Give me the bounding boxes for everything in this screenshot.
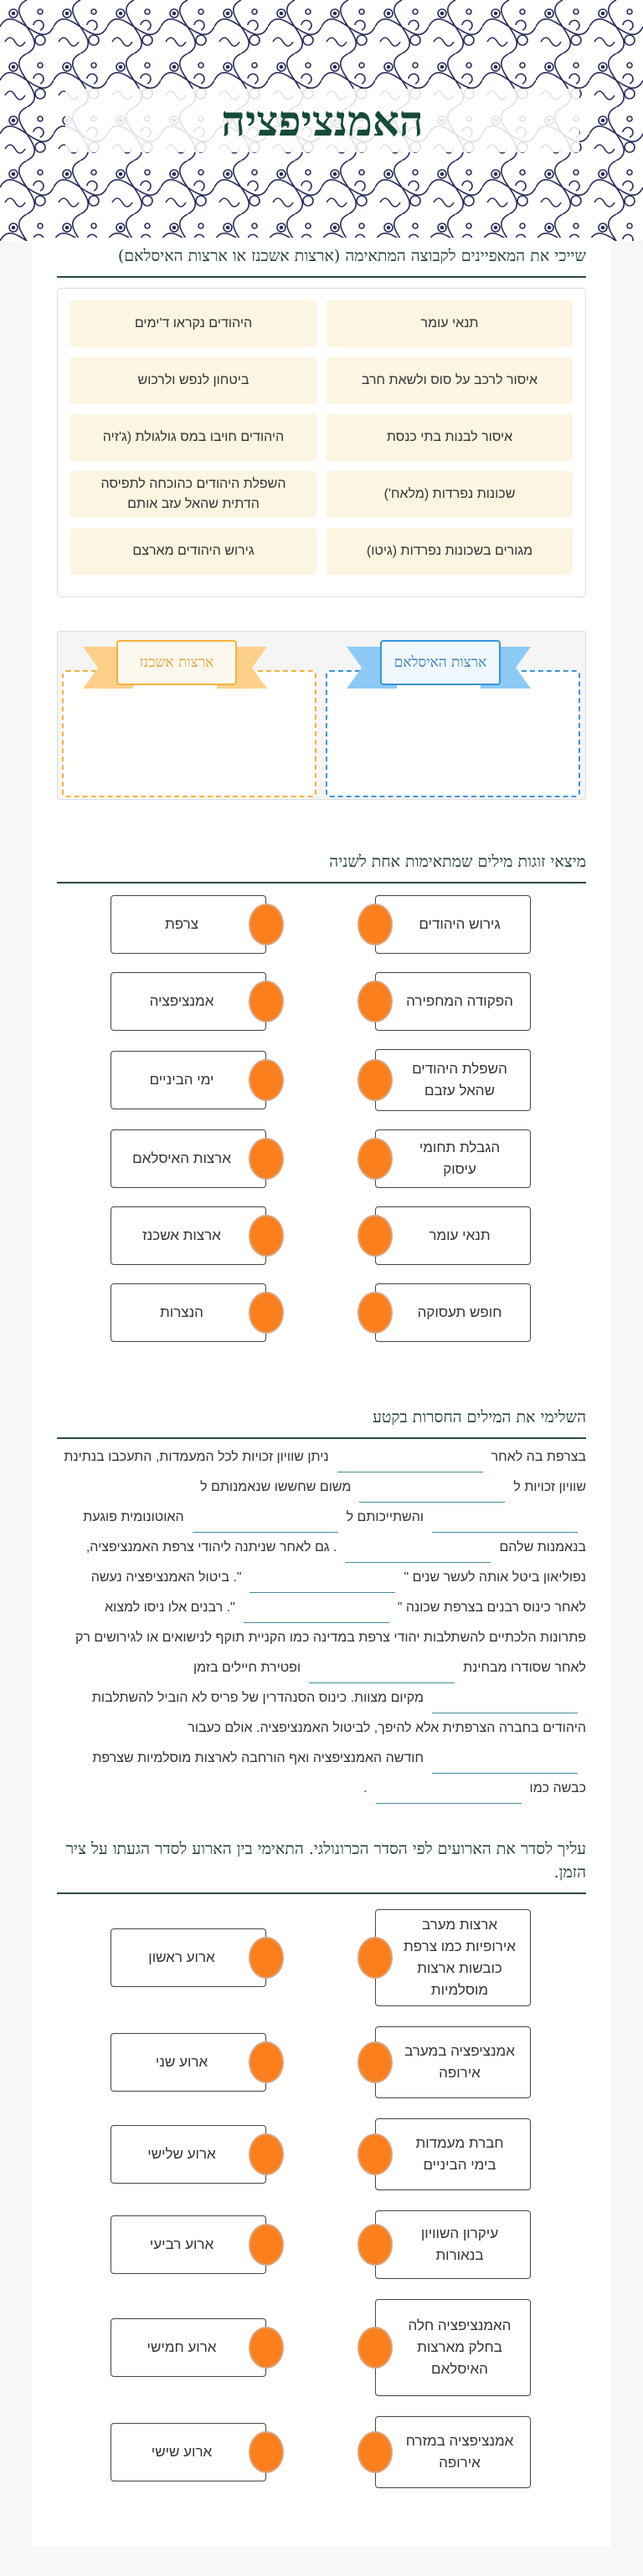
connector-dot[interactable] (249, 2041, 284, 2083)
match-item-left[interactable]: ארצות האיסלאם (111, 1129, 266, 1188)
blank-input[interactable] (432, 1691, 578, 1713)
connector-dot[interactable] (249, 1059, 284, 1101)
match-item-left[interactable]: ארוע שני (111, 2033, 266, 2092)
connector-dot[interactable] (249, 2133, 284, 2175)
connector-dot[interactable] (358, 981, 393, 1022)
connector-dot[interactable] (358, 2133, 393, 2175)
blank-input[interactable] (244, 1600, 389, 1623)
group-label-islam: ארצות האיסלאם (380, 640, 501, 685)
connector-dot[interactable] (358, 1138, 393, 1180)
section-title-fill: השלימי את המילים החסרות בקטע (57, 1406, 586, 1439)
paragraph-text: מקיום מצוות. כינוס הסנהדרין של פריס לא הוביל להשתלבות היהודים בחברה הצרפתית אלא להיפך, לביטול האמנציפציה. אולם כעבור (91, 1691, 586, 1735)
match-item-left[interactable]: ארצות אשכנז (111, 1206, 266, 1265)
fill-in-paragraph (57, 1442, 586, 1804)
blank-input[interactable] (309, 1661, 455, 1683)
paragraph-text: ". ביטול האמנציפציה נעשה לאחר כינוס רבנים בצרפת שכונה " (90, 1570, 586, 1615)
group-drop-area (57, 631, 586, 800)
draggable-chip[interactable]: תנאי עומר (327, 300, 573, 347)
section-title-timeline: עליך לסדר את הארועים לפי הסדר הכרונולגי. התאימי בין הארוע לסדר הגעתו על ציר הזמן. (57, 1837, 586, 1894)
paragraph-text: משום שחששו שנאמנותם ל (200, 1480, 352, 1494)
connector-dot[interactable] (358, 2431, 393, 2473)
match-item-left[interactable]: הנצרות (111, 1283, 266, 1342)
ribbon-islam (347, 640, 531, 689)
connector-dot[interactable] (249, 2431, 284, 2473)
draggable-chip[interactable]: גירוש היהודים מארצם (70, 528, 316, 575)
match-item-left[interactable]: ארוע שלישי (111, 2125, 266, 2184)
match-item-right[interactable]: האמנציפציה חלה בחלק מארצות האיסלאם (375, 2299, 531, 2396)
drop-zone-ashkenaz[interactable] (62, 670, 316, 797)
section-title-sort: שייכי את המאפיינים לקבוצה המתאימה (ארצות אשכנז או ארצות האיסלאם) (57, 244, 586, 278)
paragraph-text: חודשה האמנציפציה ואף הורחבה לארצות מוסלמיות שצרפת כבשה כמו (92, 1751, 586, 1795)
title-band (65, 89, 579, 152)
blank-input[interactable] (337, 1450, 483, 1472)
match-item-right[interactable]: אמנציפציה במזרח אירופה (375, 2416, 531, 2488)
connector-dot[interactable] (358, 2224, 393, 2266)
page-title: האמנציפציה (221, 95, 424, 146)
paragraph-text: . גם לאחר שניתנה ליהודי צרפת האמנציפציה, נפוליאון ביטל אותה לעשר שנים " (85, 1540, 586, 1585)
match-item-left[interactable]: צרפת (111, 895, 266, 954)
connector-dot[interactable] (358, 2327, 393, 2369)
blank-input[interactable] (359, 1480, 505, 1503)
group-label-ashkenaz: ארצות אשכנז (116, 640, 237, 685)
connector-dot[interactable] (358, 1059, 393, 1101)
draggable-chip[interactable]: השפלת היהודים כהוכחה לתפיסה הדתית שהאל עזב אותם (70, 471, 316, 518)
blank-input[interactable] (376, 1781, 522, 1804)
worksheet-card (32, 238, 611, 2547)
match-item-right[interactable]: השפלת היהודים שהאל עזבם (375, 1049, 531, 1111)
match-item-right[interactable]: אמנציפציה במערב אירופה (375, 2026, 531, 2098)
draggable-chip[interactable]: איסור לבנות בתי כנסת (327, 414, 573, 461)
ribbon-ashkenaz (83, 640, 267, 689)
draggable-chip[interactable]: מגורים בשכונות נפרדות (גיטו) (327, 528, 573, 575)
match-item-left[interactable]: ימי הביניים (111, 1051, 266, 1109)
match-item-right[interactable]: תנאי עומר (375, 1206, 531, 1265)
sort-items-box (57, 288, 586, 597)
paragraph-text: ניתן שוויון זכויות לכל המעמדות, התעכבו בנתינת שוויון זכויות ל (64, 1450, 586, 1494)
match-item-right[interactable]: ארצות מערב אירופיות כמו צרפת כובשות ארצות מוסלמיות (375, 1909, 531, 2006)
drop-zone-islam[interactable] (326, 670, 580, 797)
match-item-left[interactable]: אמנציפציה (111, 972, 266, 1031)
paragraph-text: בצרפת בה לאחר (491, 1450, 586, 1464)
connector-dot[interactable] (249, 1138, 284, 1180)
match-item-left[interactable]: ארוע ראשון (111, 1928, 266, 1987)
match-item-right[interactable]: הגבלת תחומי עיסוק (375, 1129, 531, 1188)
paragraph-text: . (363, 1781, 368, 1795)
connector-dot[interactable] (249, 1292, 284, 1334)
match-item-right[interactable]: גירוש היהודים (375, 895, 531, 954)
draggable-chip[interactable]: היהודים נקראו ד'ימים (70, 300, 316, 347)
connector-dot[interactable] (249, 1215, 284, 1257)
blank-input[interactable] (249, 1570, 395, 1593)
connector-dot[interactable] (249, 2224, 284, 2266)
connector-dot[interactable] (249, 904, 284, 945)
blank-input[interactable] (345, 1540, 491, 1563)
match-item-left[interactable]: ארוע שישי (111, 2423, 266, 2481)
blank-input[interactable] (432, 1751, 578, 1774)
connector-dot[interactable] (249, 981, 284, 1022)
draggable-chip[interactable]: היהודים חויבו במס גולגולת (ג'זיה (70, 414, 316, 461)
match-item-left[interactable]: ארוע חמישי (111, 2318, 266, 2377)
draggable-chip[interactable]: איסור לרכב על סוס ולשאת חרב (327, 357, 573, 404)
paragraph-text: ". רבנים אלו ניסו למצוא פתרונות הלכתיים להשתלבות יהודי צרפת במדינה כמו הקניית תוקף לנישואים או לגירושים רק לאחר שסודרו מבחינת (75, 1600, 586, 1675)
paragraph-text: האוטונומית פוגעת בנאמנות שלהם (83, 1510, 586, 1554)
connector-dot[interactable] (358, 1937, 393, 1979)
paragraph-text: והשתייכותם ל (346, 1510, 424, 1524)
match-item-right[interactable]: הפקודה המחפירה (375, 972, 531, 1031)
connector-dot[interactable] (358, 2041, 393, 2083)
connector-dot[interactable] (358, 1215, 393, 1257)
draggable-chip[interactable]: ביטחון לנפש ולרכוש (70, 357, 316, 404)
blank-input[interactable] (432, 1510, 578, 1533)
match-item-right[interactable]: חברת מעמדות בימי הביניים (375, 2118, 531, 2190)
match-item-left[interactable]: ארוע רביעי (111, 2215, 266, 2274)
section-title-pairs: מיצאי זוגות מילים שמתאימות אחת לשניה (57, 850, 586, 883)
header-banner (0, 0, 643, 241)
connector-dot[interactable] (249, 1937, 284, 1979)
match-item-right[interactable]: חופש תעסוקה (375, 1283, 531, 1342)
connector-dot[interactable] (358, 904, 393, 945)
draggable-chip[interactable]: שכונות נפרדות (מלאח') (327, 471, 573, 518)
match-item-right[interactable]: עיקרון השוויון בנאורות (375, 2210, 531, 2279)
connector-dot[interactable] (249, 2327, 284, 2369)
connector-dot[interactable] (358, 1292, 393, 1334)
paragraph-text: ופטירת חיילים בזמן (193, 1661, 301, 1675)
blank-input[interactable] (193, 1510, 338, 1533)
